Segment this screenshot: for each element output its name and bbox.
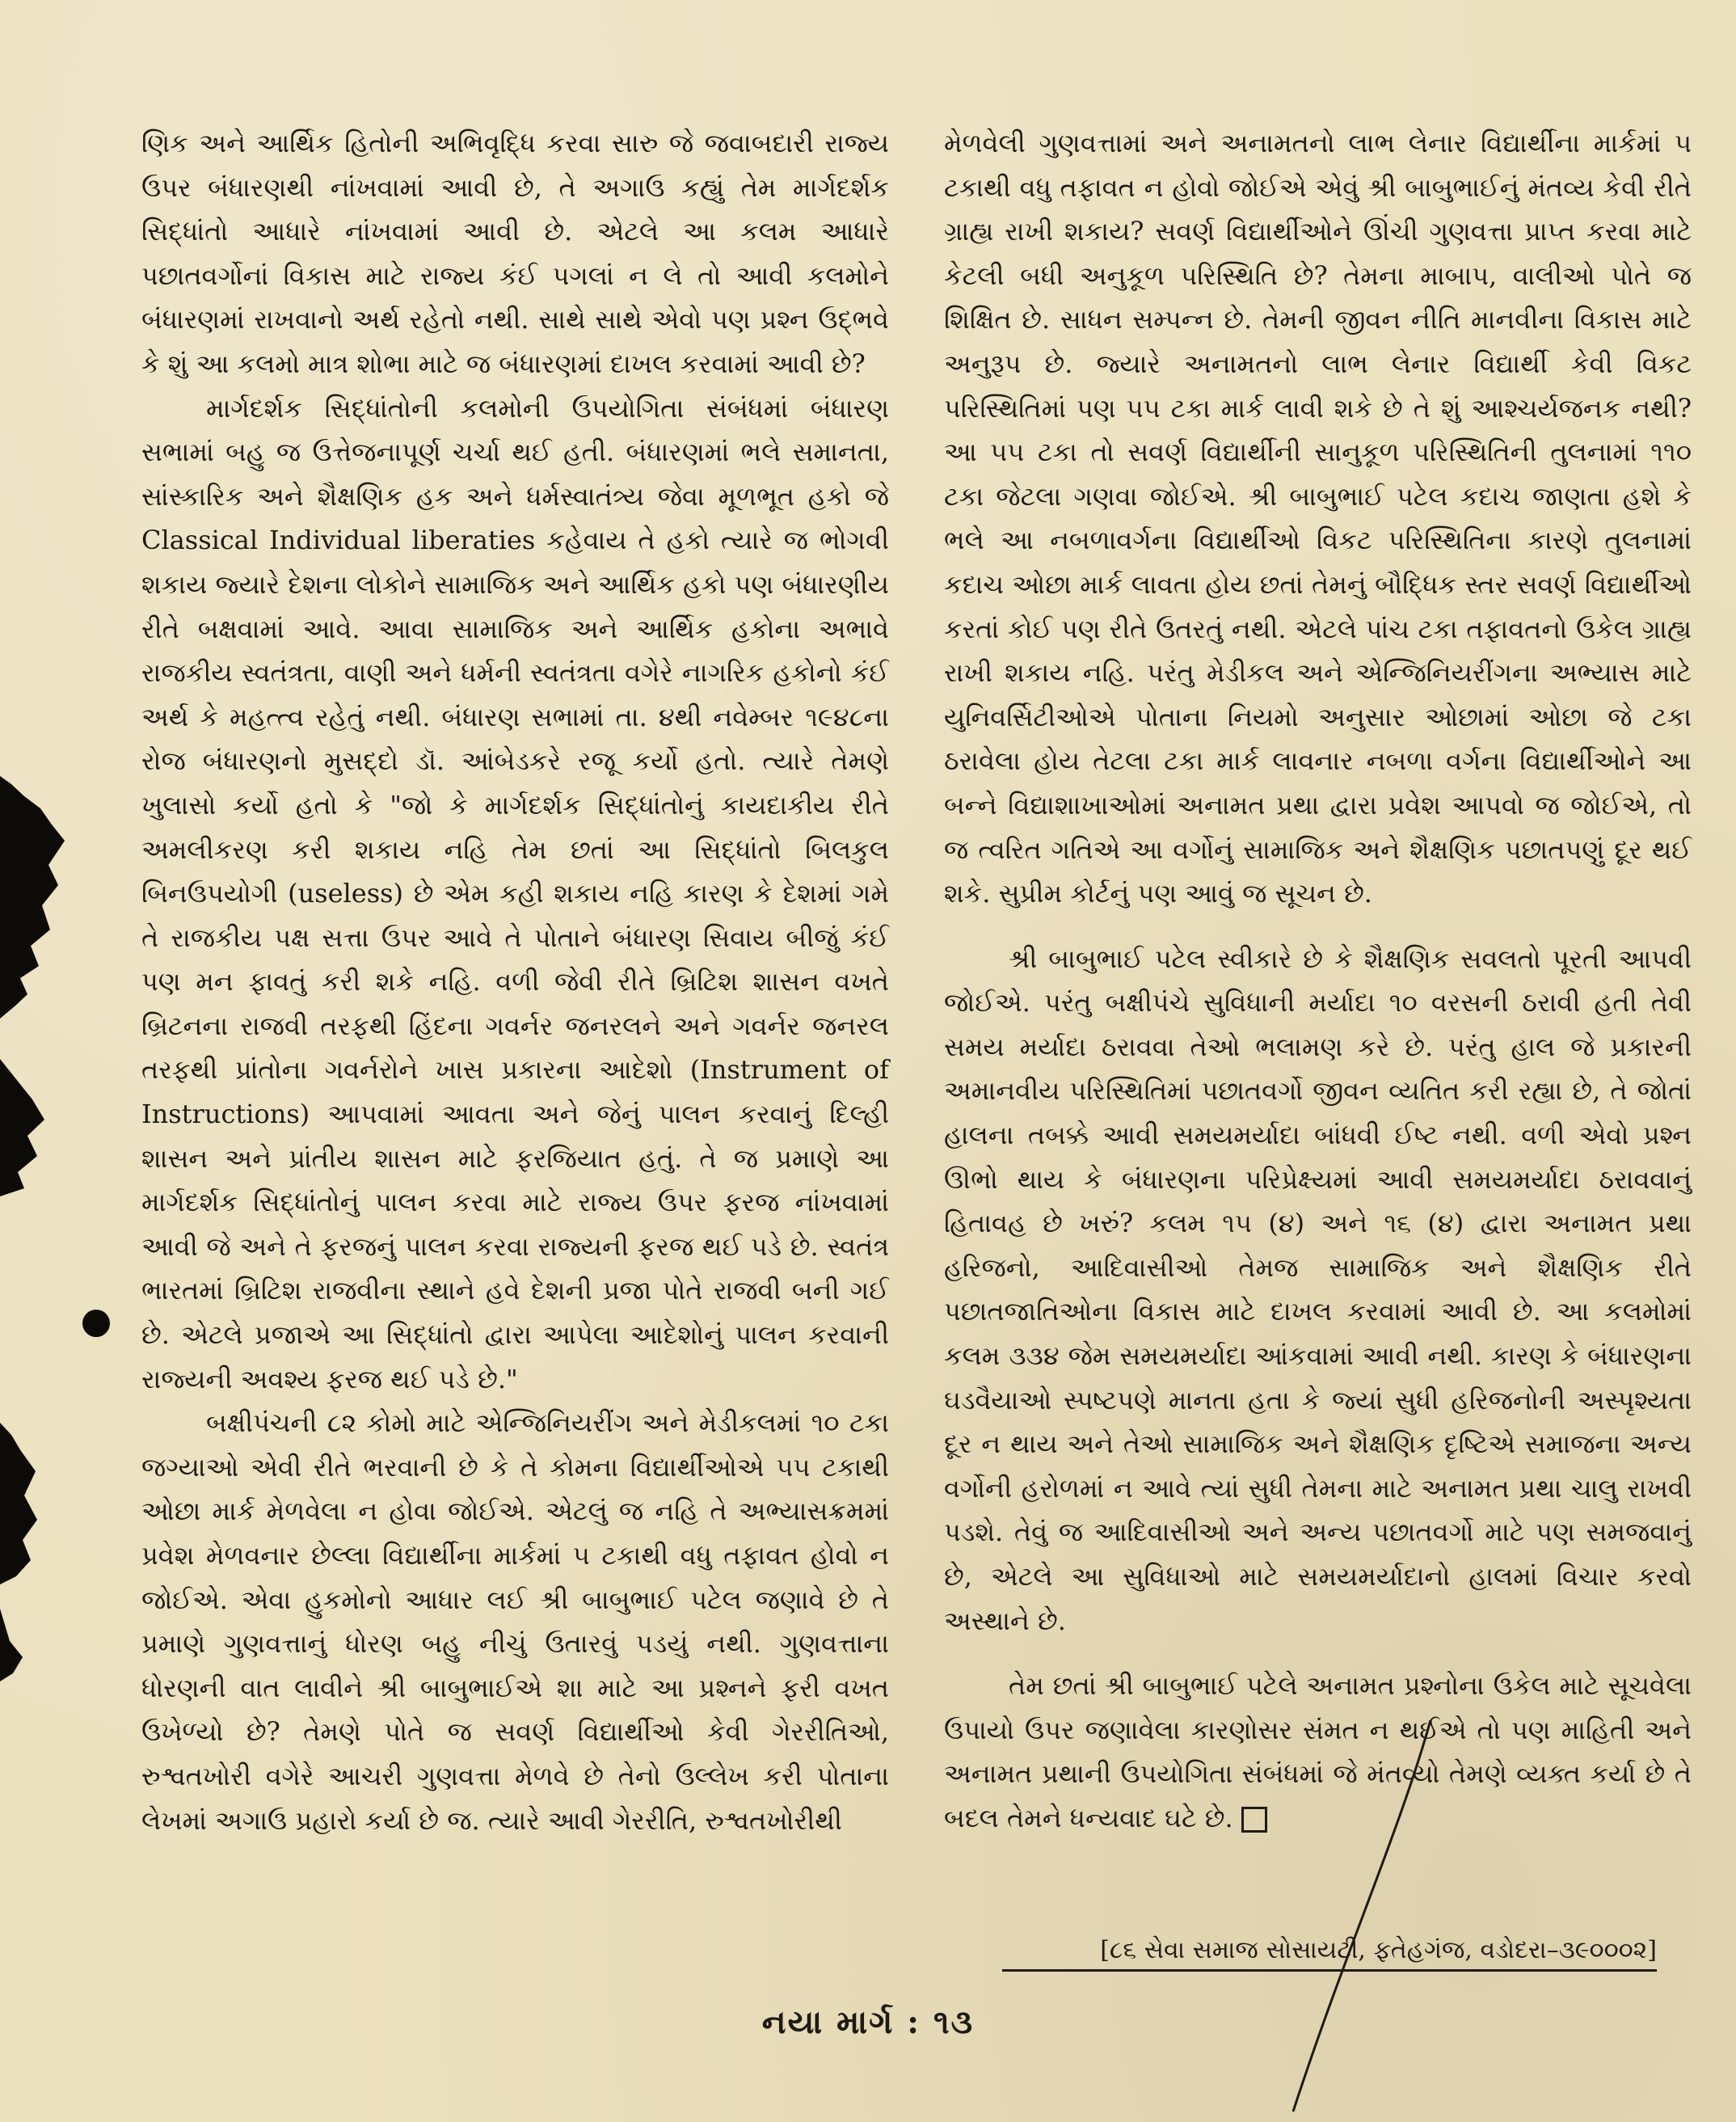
punch-hole [82, 1310, 110, 1337]
right-paragraph-3-text: તેમ છતાં શ્રી બાબુભાઈ પટેલે અનામત પ્રશ્નોના ઉકેલ માટે સૂચવેલા ઉપાયો ઉપર જણાવેલા કારણોસર સંમત ન થઈએ તો પણ માહિતી અને અનામત પ્રથાની ઉપયોગિતા સંબંધમાં જે મંતવ્યો તેમણે વ્યક્ત કર્યા છે તે બદલ તેમને ધન્યવાદ ઘટે છે. [944, 1670, 1692, 1833]
left-paragraph-2: માર્ગદર્શક સિદ્ધાંતોની કલમોની ઉપયોગિતા સંબંધમાં બંધારણ સભામાં બહુ જ ઉત્તેજનાપૂર્ણ ચર્ચા થઈ હતી. બંધારણમાં ભલે સમાનતા, સાંસ્કારિક અને શૈક્ષણિક હક અને ધર્મસ્વાતંત્ર્ય જેવા મૂળભૂત હકો જે Classical Individual liberaties કહેવાય તે હકો ત્યારે જ ભોગવી શકાય જ્યારે દેશના લોકોને સામાજિક અને આર્થિક હકો પણ બંધારણીય રીતે બક્ષવામાં આવે. આવા સામાજિક અને આર્થિક હકોના અભાવે રાજકીય સ્વતંત્રતા, વાણી અને ધર્મની સ્વતંત્રતા વગેરે નાગરિક હકોનો કંઈ અર્થ કે મહત્ત્વ રહેતું નથી. બંધારણ સભામાં તા. ૪થી નવેમ્બર ૧૯૪૮ના રોજ બંધારણનો મુસદ્દો ડૉ. આંબેડકરે રજૂ કર્યો હતો. ત્યારે તેમણે ખુલાસો કર્યો હતો કે "જો કે માર્ગદર્શક સિદ્ધાંતોનું કાયદાકીય રીતે અમલીકરણ કરી શકાય નહિ તેમ છતાં આ સિદ્ધાંતો બિલકુલ બિનઉપયોગી (useless) છે એમ કહી શકાય નહિ કારણ કે દેશમાં ગમે તે રાજકીય પક્ષ સત્તા ઉપર આવે તે પોતાને બંધારણ સિવાય બીજું કંઈ પણ મન ફાવતું કરી શકે નહિ. વળી જેવી રીતે બ્રિટિશ શાસન વખતે બ્રિટનના રાજવી તરફથી હિંદના ગવર્નર જનરલને અને ગવર્નર જનરલ તરફથી પ્રાંતોના ગવર્નરોને ખાસ પ્રકારના આદેશો (Instrument of Instructions) આપવામાં આવતા અને જેનું પાલન કરવાનું દિલ્હી શાસન અને પ્રાંતીય શાસન માટે ફરજિયાત હતું. તે જ પ્રમાણે આ માર્ગદર્શક સિદ્ધાંતોનું પાલન કરવા માટે રાજ્ય ઉપર ફરજ નાંખવામાં આવી જે અને તે ફરજનું પાલન કરવા રાજ્યની ફરજ થઈ પડે છે. સ્વતંત્ર ભારતમાં બ્રિટિશ રાજવીના સ્થાને હવે દેશની પ્રજા પોતે રાજવી બની ગઈ છે. એટલે પ્રજાએ આ સિદ્ધાંતો દ્વારા આપેલા આદેશોનું પાલન કરવાની રાજ્યની અવશ્ય ફરજ થઈ પડે છે." [141, 392, 889, 1394]
author-address: [૮૬ સેવા સમાજ સોસાયટી, ફતેહગંજ, વડોદરા–૩૯૦૦૦૨] [1002, 1936, 1657, 1972]
pen-stroke-mark [1261, 1714, 1471, 2118]
left-column [141, 121, 889, 1842]
left-paragraph-3: બક્ષીપંચની ૮૨ કોમો માટે એન્જિનિયરીંગ અને મેડીકલમાં ૧૦ ટકા જગ્યાઓ એવી રીતે ભરવાની છે કે તે કોમના વિદ્યાર્થીઓએ ૫૫ ટકાથી ઓછા માર્ક મેળવેલા ન હોવા જોઈએ. એટલું જ નહિ તે અભ્યાસક્રમમાં પ્રવેશ મેળવનાર છેલ્લા વિદ્યાર્થીના માર્કમાં ૫ ટકાથી વધુ તફાવત હોવો ન જોઈએ. એવા હુકમોનો આધાર લઈ શ્રી બાબુભાઈ પટેલ જણાવે છે તે પ્રમાણે ગુણવત્તાનું ધોરણ બહુ નીચું ઉતારવું પડયું નથી. ગુણવત્તાના ધોરણની વાત લાવીને શ્રી બાબુભાઈએ શા માટે આ પ્રશ્નને ફરી વખત ઉખેળ્યો છે? તેમણે પોતે જ સવર્ણ વિદ્યાર્થીઓ કેવી ગેરરીતિઓ, રુશ્વતખોરી વગેરે આચરી ગુણવત્તા મેળવે છે તેનો ઉલ્લેખ કરી પોતાના લેખમાં અગાઉ પ્રહારો કર્યા છે જ. ત્યારે આવી ગેરરીતિ, રુશ્વતખોરીથી [141, 1407, 889, 1836]
right-paragraph-1: મેળવેલી ગુણવત્તામાં અને અનામતનો લાભ લેનાર વિદ્યાર્થીના માર્કમાં ૫ ટકાથી વધુ તફાવત ન હોવો જોઈએ એવું શ્રી બાબુભાઈનું મંતવ્ય કેવી રીતે ગ્રાહ્ય રાખી શકાય? સવર્ણ વિદ્યાર્થીઓને ઊંચી ગુણવત્તા પ્રાપ્ત કરવા માટે કેટલી બધી અનુકૂળ પરિસ્થિતિ છે? તેમના માબાપ, વાલીઓ પોતે જ શિક્ષિત છે. સાધન સમ્પન્ન છે. તેમની જીવન નીતિ માનવીના વિકાસ માટે અનુરૂપ છે. જ્યારે અનામતનો લાભ લેનાર વિદ્યાર્થી કેવી વિકટ પરિસ્થિતિમાં પણ ૫૫ ટકા માર્ક લાવી શકે છે તે શું આશ્ચર્યજનક નથી? આ ૫૫ ટકા તો સવર્ણ વિદ્યાર્થીની સાનુકૂળ પરિસ્થિતિની તુલનામાં ૧૧૦ ટકા જેટલા ગણવા જોઈએ. શ્રી બાબુભાઈ પટેલ કદાચ જાણતા હશે કે ભલે આ નબળાવર્ગના વિદ્યાર્થીઓ વિકટ પરિસ્થિતિના કારણે તુલનામાં કદાચ ઓછા માર્ક લાવતા હોય છતાં તેમનું બૌદ્ધિક સ્તર સવર્ણ વિદ્યાર્થીઓ કરતાં કોઈ પણ રીતે ઉતરતું નથી. એટલે પાંચ ટકા તફાવતનો ઉકેલ ગ્રાહ્ય રાખી શકાય નહિ. પરંતુ મેડીકલ અને એન્જિનિયરીંગના અભ્યાસ માટે યુનિવર્સિટીઓએ પોતાના નિયમો અનુસાર ઓછામાં ઓછા જે ટકા ઠરાવેલા હોય તેટલા ટકા માર્ક લાવનાર નબળા વર્ગના વિદ્યાર્થીઓને આ બન્ને વિદ્યાશાખાઓમાં અનામત પ્રથા દ્વારા પ્રવેશ આપવો જ જોઈએ, તો જ ત્વરિત ગતિએ આ વર્ગોનું સામાજિક અને શૈક્ષણિક પછાતપણું દૂર થઈ શકે. સુપ્રીમ કોર્ટનું પણ આવું જ સૂચન છે. [944, 128, 1692, 909]
page-footer: નયા માર્ગ : ૧૩ [761, 2003, 975, 2041]
left-paragraph-1: ણિક અને આર્થિક હિતોની અભિવૃદ્ધિ કરવા સારુ જે જવાબદારી રાજ્ય ઉપર બંધારણથી નાંખવામાં આવી છે, તે અગાઉ કહ્યું તેમ માર્ગદર્શક સિદ્ધાંતો આધારે નાંખવામાં આવી છે. એટલે આ કલમ આધારે પછાતવર્ગોનાં વિકાસ માટે રાજ્ય કંઈ પગલાં ન લે તો આવી કલમોને બંધારણમાં રાખવાનો અર્થ રહેતો નથી. સાથે સાથે એવો પણ પ્રશ્ન ઉદ્ભવે કે શું આ કલમો માત્ર શોભા માટે જ બંધારણમાં દાખલ કરવામાં આવી છે? [141, 128, 889, 379]
right-column [944, 121, 1692, 1841]
right-paragraph-2: શ્રી બાબુભાઈ પટેલ સ્વીકારે છે કે શૈક્ષણિક સવલતો પૂરતી આપવી જોઈએ. પરંતુ બક્ષીપંચે સુવિધાની મર્યાદા ૧૦ વરસની ઠરાવી હતી તેવી સમય મર્યાદા ઠરાવવા તેઓ ભલામણ કરે છે. પરંતુ હાલ જે પ્રકારની અમાનવીય પરિસ્થિતિમાં પછાતવર્ગો જીવન વ્યતિત કરી રહ્યા છે, તે જોતાં હાલના તબક્કે આવી સમયમર્યાદા બાંધવી ઈષ્ટ નથી. વળી એવો પ્રશ્ન ઊભો થાય કે બંધારણના પરિપ્રેક્ષ્યમાં આવી સમયમર્યાદા ઠરાવવાનું હિતાવહ છે ખરું? કલમ ૧૫ (૪) અને ૧૬ (૪) દ્વારા અનામત પ્રથા હરિજનો, આદિવાસીઓ તેમજ સામાજિક અને શૈક્ષણિક રીતે પછાતજાતિઓના વિકાસ માટે દાખલ કરવામાં આવી છે. આ કલમોમાં કલમ ૩૩૪ જેમ સમયમર્યાદા આંકવામાં આવી નથી. કારણ કે બંધારણના ઘડવૈયાઓ સ્પષ્ટપણે માનતા હતા કે જ્યાં સુધી હરિજનોની અસ્પૃશ્યતા દૂર ન થાય અને તેઓ સામાજિક અને શૈક્ષણિક દૃષ્ટિએ સમાજના અન્ય વર્ગોની હરોળમાં ન આવે ત્યાં સુધી તેમના માટે અનામત પ્રથા ચાલુ રાખવી પડશે. તેવું જ આદિવાસીઓ અને અન્ય પછાતવર્ગો માટે પણ સમજવાનું છે, એટલે આ સુવિધાઓ માટે સમયમર્યાદાનો હાલમાં વિચાર કરવો અસ્થાને છે. [944, 943, 1692, 1636]
